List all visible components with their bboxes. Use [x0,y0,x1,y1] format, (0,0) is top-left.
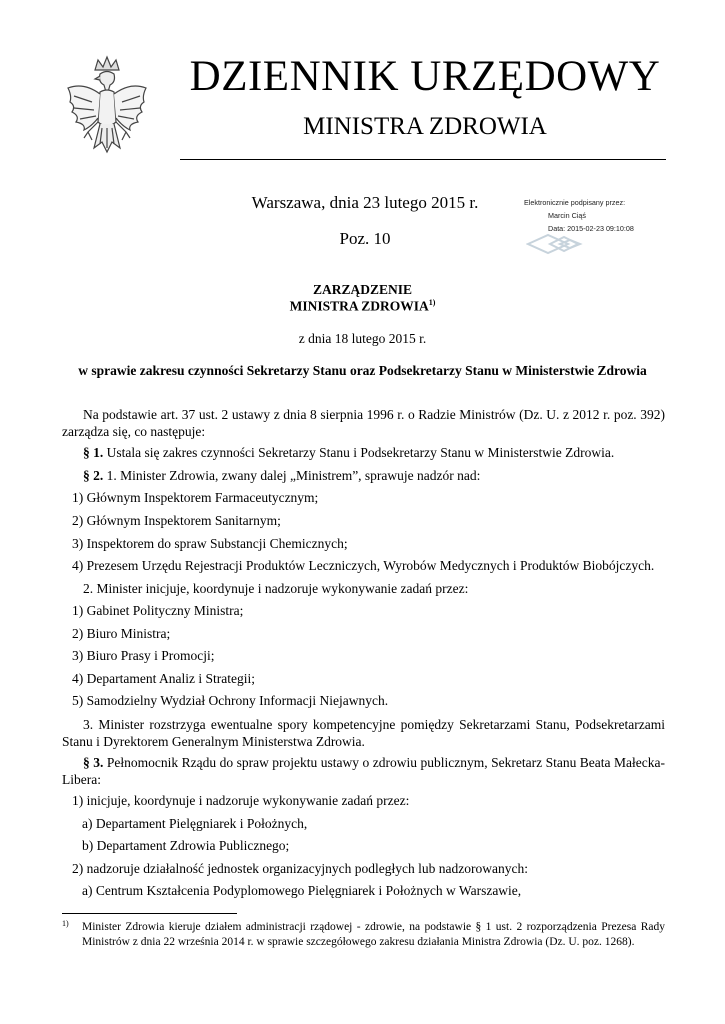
list-item: 2) Biuro Ministra; [72,626,171,641]
section-text: 1. Minister Zdrowia, zwany dalej „Ministrem”, sprawuje nadzór nad: [103,468,481,483]
act-issuer-text: MINISTRA ZDROWIA [289,298,429,314]
act-type: ZARZĄDZENIE [312,282,413,297]
footnote-ref: 1) [428,298,436,307]
footnote-marker: 1) [62,919,69,928]
section-2-paragraph-2: 2. Minister inicjuje, koordynuje i nadzoruje wykonywanie zadań przez: [83,581,469,596]
section-text: Pełnomocnik Rządu do spraw projektu ustawy o zdrowiu publicznym, Sekretarz Stanu Beata Małecka-Libera: [62,755,665,787]
list-item: 1) Gabinet Polityczny Ministra; [72,603,244,618]
section-label: § 2. [83,468,104,483]
footnote-divider [62,913,237,914]
preamble: Na podstawie art. 37 ust. 2 ustawy z dnia 8 sierpnia 1996 r. o Radzie Ministrów (Dz. U. z 2012 r. poz. 392) zarządza się, co następuje: [62,407,665,439]
act-subject: w sprawie zakresu czynności Sekretarzy Stanu oraz Podsekretarzy Stanu w Ministerstwie Zdrowia [78,363,647,378]
journal-title: DZIENNIK URZĘDOWY [189,53,661,100]
sub-list-item: a) Centrum Kształcenia Podyplomowego Pielęgniarek i Położnych w Warszawie, [82,883,522,898]
signature-validation-icon [526,233,592,255]
list-item: 1) inicjuje, koordynuje i nadzoruje wykonywanie zadań przez: [72,793,410,808]
sub-list-item: a) Departament Pielęgniarek i Położnych, [82,816,308,831]
list-item: 2) nadzoruje działalność jednostek organizacyjnych podległych lub nadzorowanych: [72,861,528,876]
section-label: § 3. [83,755,104,770]
polish-eagle-emblem-icon [62,52,152,162]
section-3 [62,754,665,788]
section-text: Ustala się zakres czynności Sekretarzy Stanu i Podsekretarzy Stanu w Ministerstwie Zdrowia. [103,445,615,460]
list-item: 3) Biuro Prasy i Promocji; [72,648,215,663]
list-item: 3) Inspektorem do spraw Substancji Chemicznych; [72,536,348,551]
journal-subtitle: MINISTRA ZDROWIA [303,113,547,140]
sub-list-item: b) Departament Zdrowia Publicznego; [82,838,290,853]
list-item: 4) Departament Analiz i Strategii; [72,671,255,686]
footnote-text: Minister Zdrowia kieruje działem administracji rządowej - zdrowie, na podstawie § 1 ust. 2 rozporządzenia Prezesa Rady Ministrów z dnia 22 września 2014 r. w sprawie szczegółowego zakresu działania Ministra Zdrowia (Dz. U. poz. 1268). [82,921,665,948]
position-number: Poz. 10 [339,229,391,248]
act-issuer [60,298,665,315]
signature-date: Data: 2015-02-23 09:10:08 [548,224,634,233]
section-label: § 1. [83,445,104,460]
section-1 [62,444,665,461]
electronic-signature-block [524,196,664,235]
section-2-paragraph-3: 3. Minister rozstrzyga ewentualne spory kompetencyjne pomiędzy Sekretarzami Stanu, Podsekretarzami Stanu i Dyrektorem Generalnym Ministerstwa Zdrowia. [62,717,665,749]
signature-signer: Marcin Ciąś [548,211,586,220]
list-item: 5) Samodzielny Wydział Ochrony Informacji Niejawnych. [72,693,389,708]
list-item: 4) Prezesem Urzędu Rejestracji Produktów Leczniczych, Wyrobów Medycznych i Produktów Biobójczych. [72,558,655,573]
act-date: z dnia 18 lutego 2015 r. [298,331,427,346]
header-divider [180,159,666,160]
signature-heading: Elektronicznie podpisany przez: [524,198,626,207]
list-item: 2) Głównym Inspektorem Sanitarnym; [72,513,281,528]
section-2 [62,467,665,484]
list-item: 1) Głównym Inspektorem Farmaceutycznym; [72,490,319,505]
place-date: Warszawa, dnia 23 lutego 2015 r. [251,193,479,212]
